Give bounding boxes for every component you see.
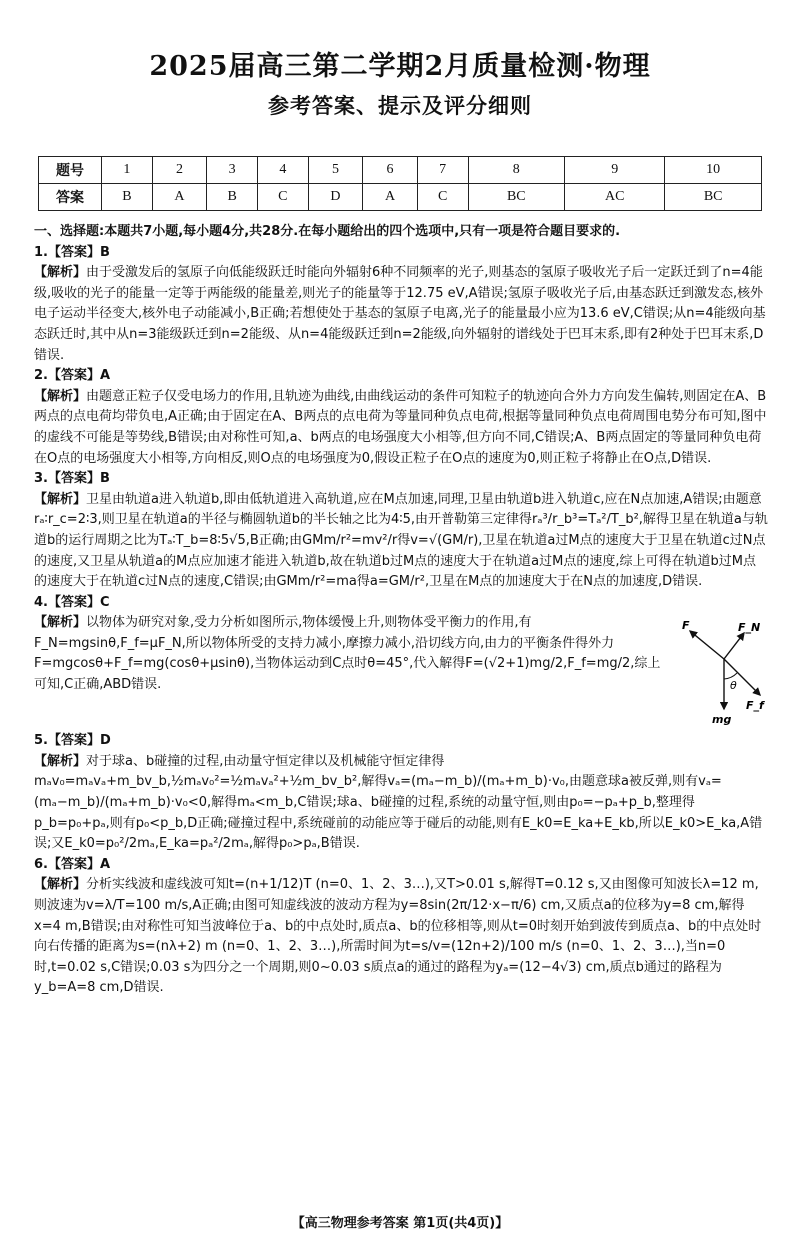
table-cell: 10 xyxy=(665,157,762,184)
table-cell: 2 xyxy=(152,157,207,184)
document-subtitle: 参考答案、提示及评分细则 xyxy=(268,93,532,118)
table-row-answers xyxy=(39,184,762,211)
analysis-label: 【解析】 xyxy=(34,491,87,507)
analysis-label: 【解析】 xyxy=(34,265,87,281)
row-label-answer: 答案 xyxy=(39,184,102,211)
analysis-label: 【解析】 xyxy=(34,877,87,893)
document-title: 2025届高三第二学期2月质量检测·物理 xyxy=(149,51,651,82)
label-theta: θ xyxy=(730,679,737,693)
table-cell: B xyxy=(102,184,153,211)
table-cell: A xyxy=(152,184,207,211)
table-cell: 1 xyxy=(102,157,153,184)
analysis-text: 卫星由轨道a进入轨道b,即由低轨道进入高轨道,应在M点加速,同理,卫星由轨道b进入轨道c,应在N点加速,A错误;由题意rₐ∶r_c=2∶3,则卫星在轨道a的半径与椭圆轨道b的半长轴之比为4∶5,由开普勒第三定律得rₐ³/r_b³=Tₐ²/T_b²,解得卫星在轨道a与轨道b的运行周期之比为Tₐ∶T_b=8∶5√5,B正确;由GMm/r²=mv²/r得v=√(GM/r),卫星在轨道a过M点的速度大于卫星在轨道c过N点的速度,又卫星从轨道a的M点应加速才能进入轨道b,故在轨道b过M点的速度大于在轨道a过M点的速度,综上可得在轨道b过M点的速度大于在轨道c过N点的速度,C错误;由GMm/r²=ma得a=GM/r²,卫星在M点的加速度大于在N点的加速度,D错误. xyxy=(34,491,768,590)
table-cell: 7 xyxy=(417,157,468,184)
table-cell: 3 xyxy=(207,157,258,184)
answer-content xyxy=(34,222,768,999)
analysis-text: 分析实线波和虚线波可知t=(n+1/12)T (n=0、1、2、3…),又T>0.01 s,解得T=0.12 s,又由图像可知波长λ=12 m,则波速为v=λ/T=100 m/s,A正确;由图可知虚线波的波动方程为y=8sin(2π/12·x−π/6) cm,又质点a的位移为y=8 cm,解得x=4 m,B错误;由对称性可知当波峰位于a、b的中点处时,质点a、b的位移相等,则从t=0时刻开始到波传到质点a、b的中点处时向右传播的距离为s=(nλ+2) m (n=0、1、2、3…),所需时间为t=s/v=(12n+2)/100 m/s (n=0、1、2、3…),当n=0时,t=0.02 s,C错误;0.03 s为四分之一个周期,则0~0.03 s质点a的通过的路程为yₐ=(12−4√3) cm,质点b通过的路程为y_b=A=8 cm,D错误. xyxy=(34,877,762,996)
question-6-explanation xyxy=(34,875,768,999)
answer-table xyxy=(38,156,762,211)
table-cell: 6 xyxy=(363,157,418,184)
analysis-label: 【解析】 xyxy=(34,615,87,631)
label-mg: mg xyxy=(712,713,732,727)
table-cell: BC xyxy=(665,184,762,211)
table-cell: BC xyxy=(468,184,565,211)
question-6-header: 6.【答案】A xyxy=(34,856,111,872)
table-cell: D xyxy=(308,184,363,211)
analysis-text: 由于受激发后的氢原子向低能级跃迁时能向外辐射6种不同频率的光子,则基态的氢原子吸收光子后一定跃迁到了n=4能级,吸收的光子的能量一定等于两能级的能量差,则光子的能量等于12.75 eV,A错误;氢原子吸收光子后,由基态跃迁到激发态,核外电子运动半径变大,核外电子动能减小,B正确;若想使处于基态的氢原子电离,光子的能量最小应为13.6 eV,C错误;从n=4能级向基态跃迁时,其中从n=3能级跃迁到n=2能级、从n=4能级跃迁到n=2能级,向外辐射的谱线处于巴耳末系,即有2种处于巴耳末系,D错误. xyxy=(34,265,766,363)
label-f: F xyxy=(682,619,690,633)
question-3-header: 3.【答案】B xyxy=(34,471,110,487)
question-1-header: 1.【答案】B xyxy=(34,244,110,260)
analysis-text: 以物体为研究对象,受力分析如图所示,物体缓慢上升,则物体受平衡力的作用,有F_N=mgsinθ,F_f=μF_N,所以物体所受的支持力减小,摩擦力减小,沿切线方向,由力的平衡条件得外力F=mgcosθ+F_f=mg(cosθ+μsinθ),当物体运动到C点时θ=45°,代入解得F=(√2+1)mg/2,F_f=mg/2,综上可知,C正确,ABD错误. xyxy=(34,615,661,693)
analysis-text: 对于球a、b碰撞的过程,由动量守恒定律以及机械能守恒定律得mₐv₀=mₐvₐ+m_bv_b,½mₐv₀²=½mₐvₐ²+½m_bv_b²,解得vₐ=(mₐ−m_b)/(mₐ+m_b)·v₀,由题意球a被反弹,则有vₐ=(mₐ−m_b)/(mₐ+m_b)·v₀<0,解得mₐ<m_b,C错误;球a、b碰撞的过程,系统的动量守恒,则由p₀=−pₐ+p_b,整理得p_b=p₀+pₐ,则有p₀<p_b,D正确;碰撞过程中,系统碰前的动能应等于碰后的动能,则有E_k0=E_ka+E_kb,所以E_k0>E_ka,A错误;又E_k0=p₀²/2mₐ,E_ka=pₐ²/2mₐ,解得p₀>pₐ,B错误. xyxy=(34,753,763,852)
section-heading: 一、选择题:本题共7小题,每小题4分,共28分.在每小题给出的四个选项中,只有一项是符合题目要求的. xyxy=(34,224,621,239)
question-1-explanation xyxy=(34,263,768,366)
force-f-arrow xyxy=(690,631,724,659)
table-cell: A xyxy=(363,184,418,211)
table-cell: 5 xyxy=(308,157,363,184)
table-row-numbers xyxy=(39,157,762,184)
question-2-explanation xyxy=(34,387,768,469)
table-cell: 8 xyxy=(468,157,565,184)
row-label-number: 题号 xyxy=(39,157,102,184)
question-5-explanation xyxy=(34,752,768,855)
table-cell: 4 xyxy=(257,157,308,184)
table-cell: AC xyxy=(565,184,665,211)
question-3-explanation xyxy=(34,490,768,593)
analysis-label: 【解析】 xyxy=(34,753,87,769)
question-5-header: 5.【答案】D xyxy=(34,733,111,749)
question-4-explanation xyxy=(34,613,768,695)
label-fn: F_N xyxy=(738,621,761,635)
table-cell: C xyxy=(257,184,308,211)
label-ff: F_f xyxy=(746,699,764,713)
force-diagram xyxy=(680,617,768,727)
analysis-label: 【解析】 xyxy=(34,388,87,404)
table-cell: C xyxy=(417,184,468,211)
question-2-header: 2.【答案】A xyxy=(34,368,111,384)
table-cell: B xyxy=(207,184,258,211)
analysis-text: 由题意正粒子仅受电场力的作用,且轨迹为曲线,由曲线运动的条件可知粒子的轨迹向合外力方向发生偏转,则固定在A、B两点的点电荷均带负电,A正确;由于固定在A、B两点的点电荷为等量同种负点电荷,根据等量同种负点电荷周围电势分布可知,图中的虚线不可能是等势线,B错误;由对称性可知,a、b两点的电场强度大小相等,但方向不同,C错误;A、B两点固定的等量同种负电荷在O点的电场强度大小相等,方向相反,则O点的电场强度为0,假设正粒子在O点的速度为0,则正粒子将静止在O点,D错误. xyxy=(34,388,767,466)
force-fn-arrow xyxy=(724,633,744,659)
question-4-header: 4.【答案】C xyxy=(34,594,110,610)
table-cell: 9 xyxy=(565,157,665,184)
page-footer: 【高三物理参考答案 第1页(共4页)】 xyxy=(291,1216,509,1231)
